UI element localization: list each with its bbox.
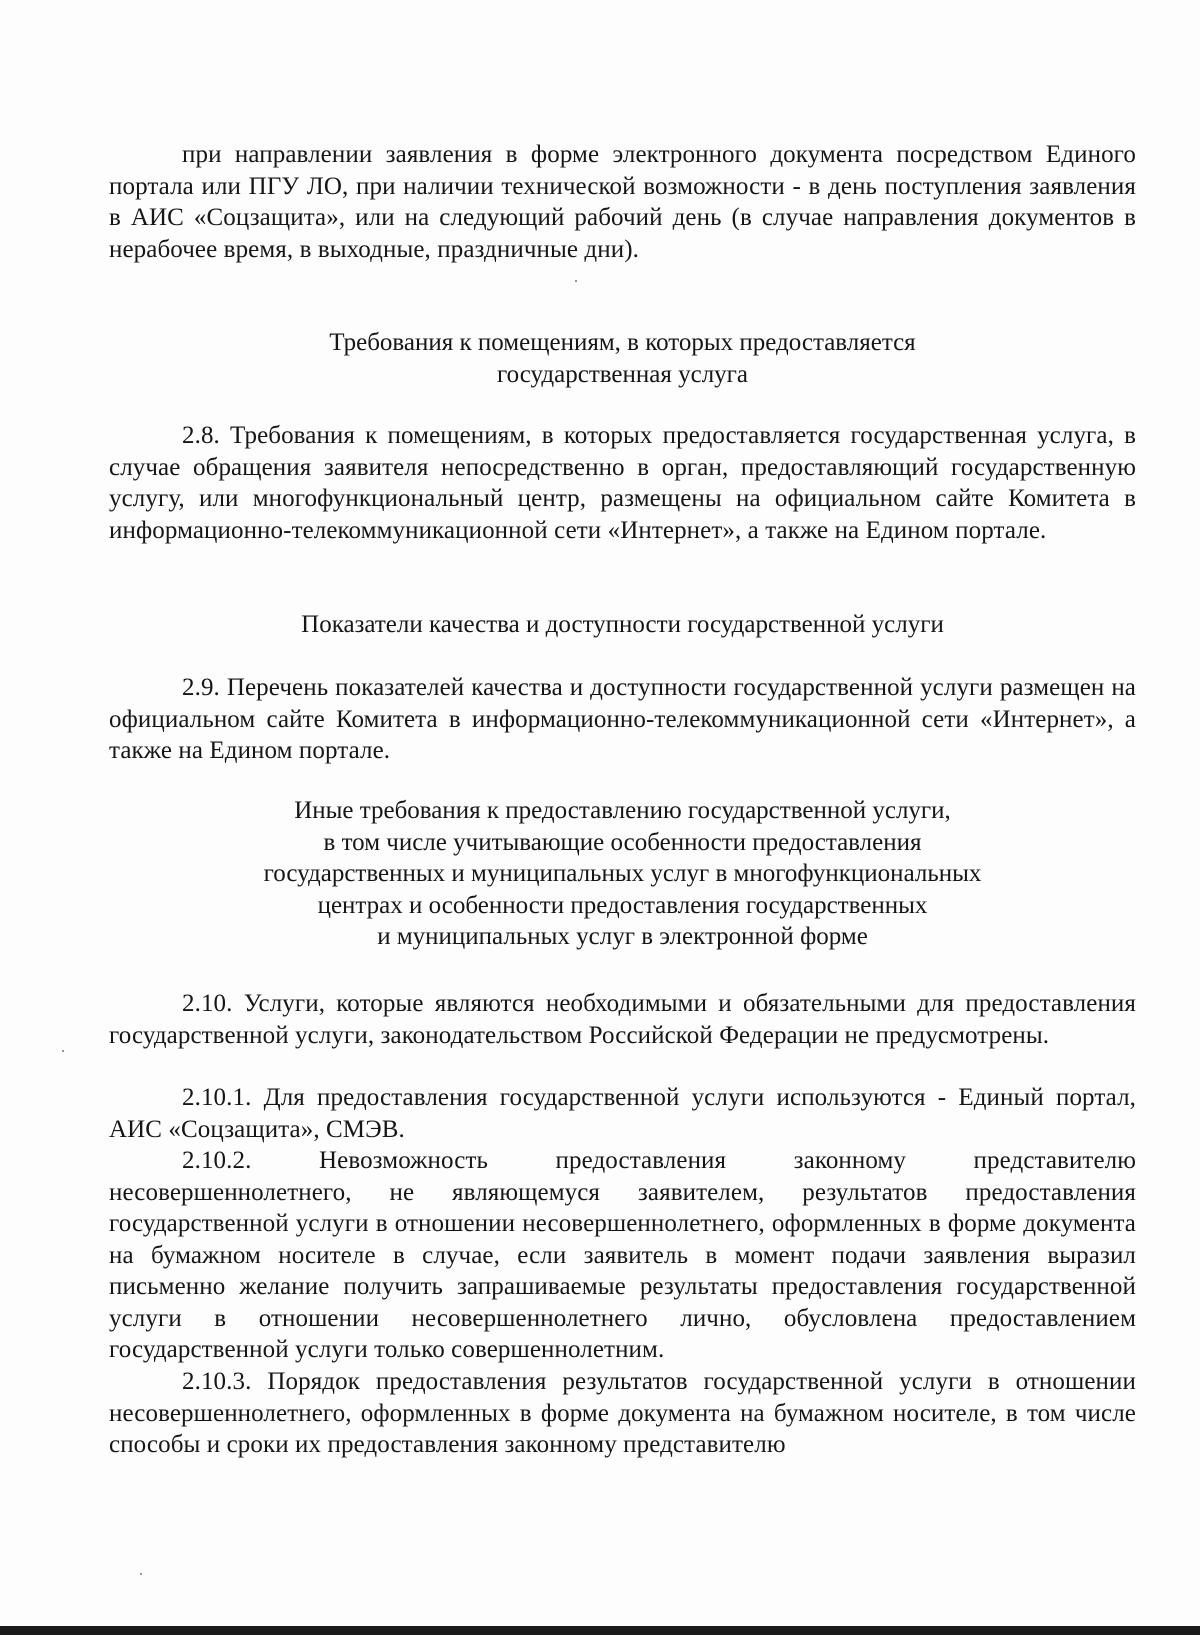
paragraph-2-10-1: 2.10.1. Для предоставления государственной услуги используются - Единый портал, АИС «Соцзащита», СМЭВ. [109, 1084, 1136, 1143]
heading-quality [109, 609, 1136, 641]
scan-bottom-edge [0, 1626, 1200, 1635]
paragraph-2-10-3: 2.10.3. Порядок предоставления результатов государственной услуги в отношении несовершеннолетнего, оформленных в форме документа на бумажном носителе, в том числе способы и сроки их предоставления законному представителю [109, 1368, 1136, 1458]
scan-speck [62, 1050, 64, 1052]
heading-other-line-1: Иные требования к предоставлению государственной услуги, [294, 797, 951, 824]
heading-other-line-4: центрах и особенности предоставления государственных [317, 891, 928, 919]
heading-other-line-5: и муниципальных услуг в электронной форме [377, 923, 868, 950]
heading-premises-line-1: Требования к помещениям, в которых предоставляется [329, 329, 916, 356]
heading-other-line-3: государственных и муниципальных услуг в многофункциональных [263, 860, 982, 887]
scan-speck [575, 280, 577, 282]
paragraph-2-10: 2.10. Услуги, которые являются необходимыми и обязательными для предоставления государственной услуги, законодательством Российской Федерации не предусмотрены. [109, 990, 1136, 1049]
paragraph-2-10-2: 2.10.2. Невозможность предоставления законному представителю несовершеннолетнего, не являющемуся заявителем, результатов предоставления государственной услуги в отношении несовершеннолетнего, оформленных в форме документа на бумажном носителе в случае, если заявитель в момент подачи заявления выразил письменно желание получить запрашиваемые результаты предоставления государственной услуги в отношении несовершеннолетнего лично, обусловлена предоставлением государственной услуги только совершеннолетним. [109, 1147, 1136, 1363]
heading-other-line-2: в том числе учитывающие особенности предоставления [323, 828, 922, 856]
paragraph-2-9: 2.9. Перечень показателей качества и доступности государственной услуги размещен на официальном сайте Комитета в информационно-телекоммуникационной сети «Интернет», а также на Едином портале. [109, 674, 1136, 764]
heading-premises [109, 327, 1136, 390]
paragraph-2-8: 2.8. Требования к помещениям, в которых предоставляется государственная услуга, в случае обращения заявителя непосредственно в орган, предоставляющий государственную услугу, или многофункциональный центр, размещены на официальном сайте Комитета в информационно-телекоммуникационной сети «Интернет», а также на Едином портале. [109, 422, 1136, 544]
heading-other-requirements [109, 795, 1136, 953]
paragraph-intro: при направлении заявления в форме электронного документа посредством Единого портала или ПГУ ЛО, при наличии технической возможности - в день поступления заявления в АИС «Соцзащита», или на следующий рабочий день (в случае направления документов в нерабочее время, в выходные, праздничные дни). [109, 141, 1136, 263]
heading-quality-line-1: Показатели качества и доступности государственной услуги [301, 611, 944, 638]
scan-speck [140, 1573, 142, 1575]
heading-premises-line-2: государственная услуга [496, 360, 749, 388]
